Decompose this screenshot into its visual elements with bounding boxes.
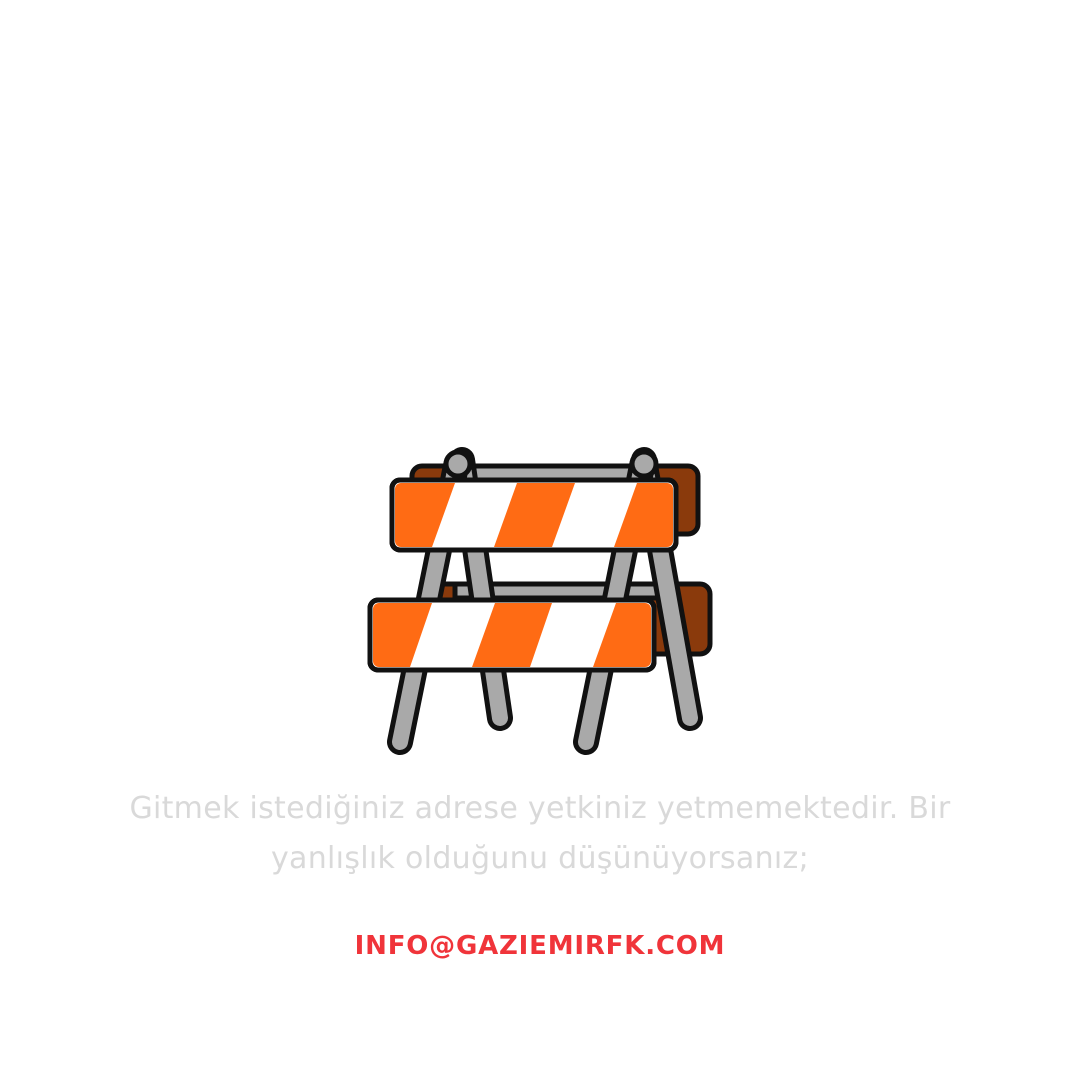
- road-barrier-icon: [360, 446, 720, 756]
- message-line-2: yanlışlık olduğunu düşünüyorsanız;: [271, 841, 809, 876]
- access-denied-message: [90, 784, 990, 884]
- contact-email-link[interactable]: INFO@GAZIEMIRFK.COM: [354, 931, 726, 961]
- message-line-1: Gitmek istediğiniz adrese yetkiniz yetmemektedir. Bir: [129, 791, 951, 826]
